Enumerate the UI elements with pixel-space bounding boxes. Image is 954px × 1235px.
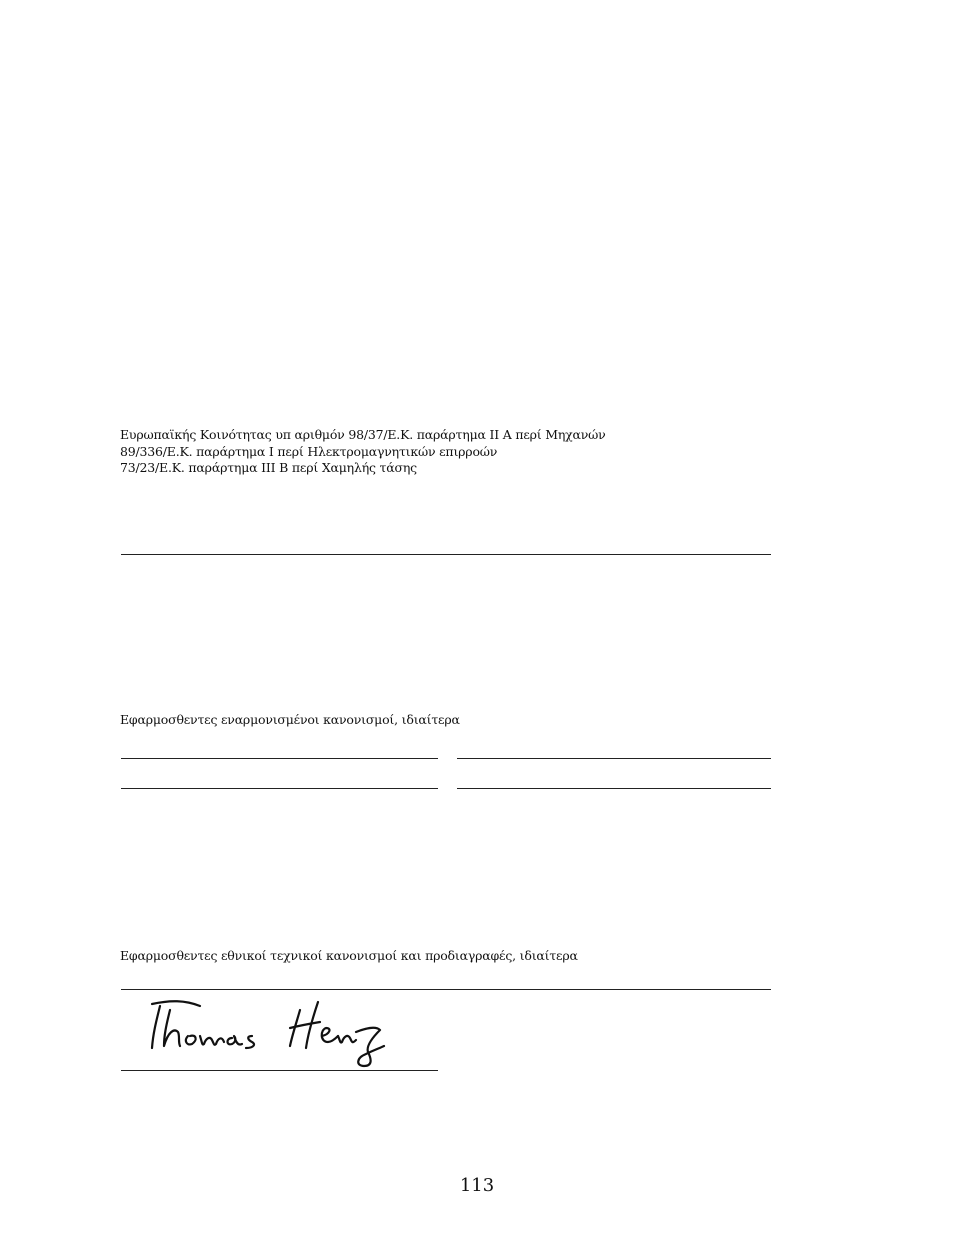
fill-line-right-1 xyxy=(457,758,771,759)
directive-line-2: 89/336/Ε.Κ. παράρτημα I περί Ηλεκτρομαγνητικών επιρροών xyxy=(120,443,498,459)
fill-line-right-2 xyxy=(457,788,771,789)
page-number: 113 xyxy=(459,1175,495,1196)
harmonised-standards-label: Εφαρμοσθεντες εναρμονισμένοι κανονισμοί, ιδιαίτερα xyxy=(120,712,460,727)
signature xyxy=(140,992,400,1072)
fill-line-1 xyxy=(121,554,771,555)
directive-text-block xyxy=(120,427,606,477)
directive-line-3: 73/23/Ε.Κ. παράρτημα III B περί Χαμηλής τάσης xyxy=(120,460,417,475)
directive-line-1: Ευρωπαϊκής Κοινότητας υπ αριθμόν 98/37/Ε.Κ. παράρτημα II A περί Μηχανών xyxy=(120,427,606,442)
national-standards-label: Εφαρμοσθεντες εθνικοί τεχνικοί κανονισμοί και προδιαγραφές, ιδιαίτερα xyxy=(120,948,578,963)
fill-line-left-2 xyxy=(121,788,438,789)
fill-line-left-1 xyxy=(121,758,438,759)
signature-line xyxy=(121,1070,438,1071)
fill-line-2 xyxy=(121,989,771,990)
